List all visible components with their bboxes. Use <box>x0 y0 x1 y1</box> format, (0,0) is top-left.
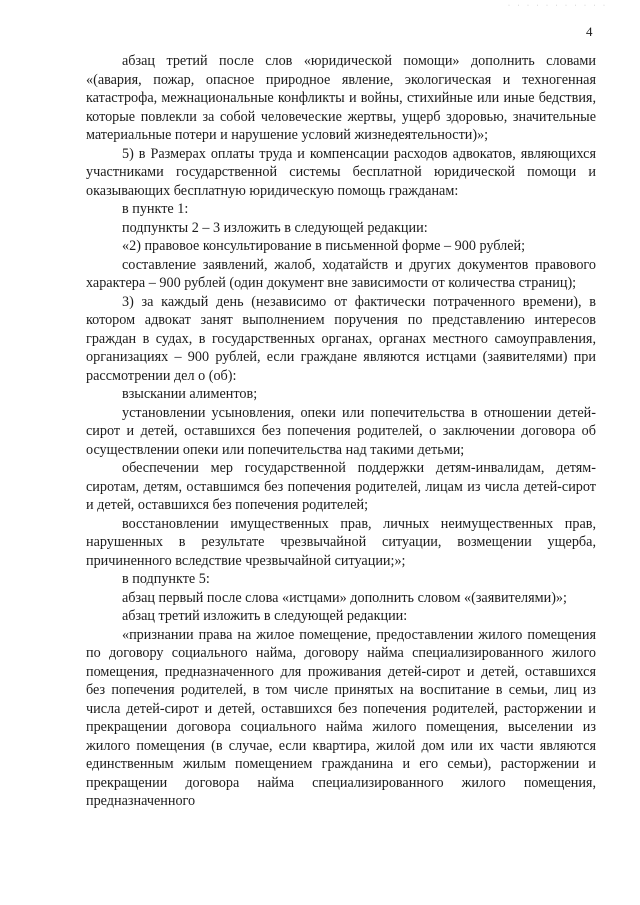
paragraph: абзац третий изложить в следующей редакции: <box>122 608 408 624</box>
paragraph: в пункте 1: <box>122 201 189 217</box>
paragraph: 5) в Размерах оплаты труда и компенсации расходов адвокатов, являющихся участниками государственной системы бесплатной юридической помощи и оказывающих бесплатную юридическую помощь гражданам: <box>86 145 596 199</box>
paragraph: «признании права на жилое помещение, предоставлении жилого помещения по договору социального найма, договору найма специализированного жилого помещения, предназначенного для проживания детей-сирот и детей, оставшихся без попечения родителей, в том числе принятых на воспитание в семьи, лиц из числа детей-сирот и детей, оставшихся без попечения родителей, расторжении и прекращении договора социального найма жилого помещения, выселении из жилого помещения (в случае, если квартира, жилой дом или их части являются единственным жилым помещением гражданина и его семьи), расторжении и прекращении договора найма специализированного жилого помещения, предназначенного <box>86 626 596 809</box>
page-number: 4 <box>586 24 593 39</box>
paragraph: абзац третий после слов «юридической помощи» дополнить словами «(авария, пожар, опасное природное явление, экологическая и техногенная катастрофа, межнациональные конфликты и войны, стихийные или иные бедствия, которые повлекли за собой человеческие жертвы, ущерб здоровью, значительные материальные потери и нарушение условий жизнедеятельности)»; <box>86 53 596 143</box>
paragraph: 3) за каждый день (независимо от фактически потраченного времени), в котором адвокат занят выполнением поручения по представлению интересов граждан в судах, в государственных органах, органах местного самоуправления, организациях – 900 рублей, если граждане являются истцами (заявителями) при рассмотрении дел о (об): <box>86 293 596 384</box>
paragraph: установлении усыновления, опеки или попечительства в отношении детей-сирот и детей, оставшихся без попечения родителей, о заключении договора об осуществлении опеки или попечительства над такими детьми; <box>86 404 596 458</box>
paragraph: взыскании алиментов; <box>122 386 258 402</box>
paragraph: в подпункте 5: <box>122 571 210 587</box>
paragraph: обеспечении мер государственной поддержки детям-инвалидам, детям-сиротам, детям, оставшимся без попечения родителей, лицам из числа детей-сирот и детей, оставшихся без попечения родителей; <box>86 460 596 513</box>
paragraph: составление заявлений, жалоб, ходатайств и других документов правового характера – 900 рублей (один документ вне зависимости от количества страниц); <box>86 256 596 291</box>
paragraph: подпункты 2 – 3 изложить в следующей редакции: <box>122 219 428 236</box>
scan-artifact-marks: · · · · · · · · · · · <box>508 3 608 9</box>
paragraph: абзац первый после слова «истцами» дополнить словом «(заявителями)»; <box>122 589 567 606</box>
paragraph: «2) правовое консультирование в письменной форме – 900 рублей; <box>122 238 526 254</box>
document-body <box>86 52 596 811</box>
paragraph: восстановлении имущественных прав, личных неимущественных прав, нарушенных в результате чрезвычайной ситуации, возмещении ущерба, причиненного вследствие чрезвычайной ситуации;»; <box>86 515 596 569</box>
